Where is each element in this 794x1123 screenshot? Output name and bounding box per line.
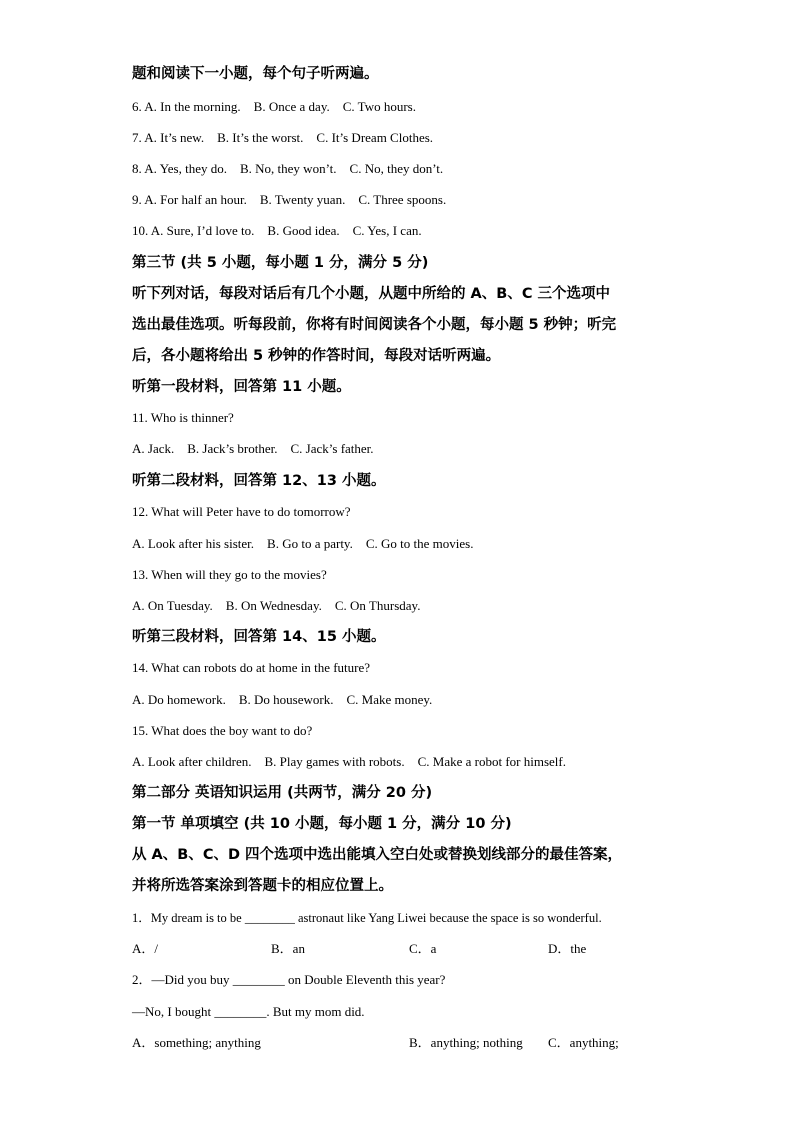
material-3-heading: 听第三段材料，回答第 14、15 小题。 xyxy=(132,629,386,645)
question-14-options: A. Do homework. B. Do housework. C. Make money. xyxy=(132,692,433,707)
section-instruction-tail: 题和阅读下一小题，每个句子听两遍。 xyxy=(132,66,379,82)
question-7: 7. A. It’s new. B. It’s the worst. C. It’s Dream Clothes. xyxy=(132,130,434,145)
question-13: 13. When will they go to the movies? xyxy=(132,567,327,582)
mcq-2-option-b: B．anything; nothing xyxy=(409,1035,523,1050)
material-1-heading: 听第一段材料，回答第 11 小题。 xyxy=(132,379,351,395)
question-12-options: A. Look after his sister. B. Go to a party. C. Go to the movies. xyxy=(132,536,474,551)
question-11-options: A. Jack. B. Jack’s brother. C. Jack’s father. xyxy=(132,441,374,456)
mcq-1-option-a: A．/ xyxy=(132,941,159,956)
section-3-instruction-line-3: 后，各小题将给出 5 秒钟的作答时间，每段对话听两遍。 xyxy=(132,348,501,364)
mcq-2: 2．—Did you buy ________ on Double Eleventh this year? xyxy=(132,972,446,987)
question-15: 15. What does the boy want to do? xyxy=(132,723,313,738)
part-2-instruction-line-1: 从 A、B、C、D 四个选项中选出能填入空白处或替换划线部分的最佳答案， xyxy=(132,847,623,863)
mcq-1-option-b: B．an xyxy=(271,941,305,956)
section-3-heading: 第三节 (共 5 小题，每小题 1 分，满分 5 分) xyxy=(132,255,429,271)
question-15-options: A. Look after children. B. Play games with robots. C. Make a robot for himself. xyxy=(132,754,566,769)
mcq-2-option-a: A．something; anything xyxy=(132,1035,261,1050)
question-11: 11. Who is thinner? xyxy=(132,410,234,425)
material-2-heading: 听第二段材料，回答第 12、13 小题。 xyxy=(132,473,386,489)
question-13-options: A. On Tuesday. B. On Wednesday. C. On Thursday. xyxy=(132,598,421,613)
mcq-2-option-c: C．anything; xyxy=(548,1035,619,1050)
section-3-instruction-line-1: 听下列对话，每段对话后有几个小题，从题中所给的 A、B、C 三个选项中 xyxy=(132,286,611,302)
mcq-2-response: —No, I bought ________. But my mom did. xyxy=(132,1004,365,1019)
question-6: 6. A. In the morning. B. Once a day. C. Two hours. xyxy=(132,99,416,114)
question-14: 14. What can robots do at home in the future? xyxy=(132,660,371,675)
mcq-1-option-c: C．a xyxy=(409,941,437,956)
section-3-instruction-line-2: 选出最佳选项。听每段前，你将有时间阅读各个小题，每小题 5 秒钟；听完 xyxy=(132,317,617,333)
mcq-1-option-d: D．the xyxy=(548,941,587,956)
question-12: 12. What will Peter have to do tomorrow? xyxy=(132,504,351,519)
mcq-1: 1．My dream is to be ________ astronaut like Yang Liwei because the space is so wonderful. xyxy=(132,911,602,925)
question-10: 10. A. Sure, I’d love to. B. Good idea. C. Yes, I can. xyxy=(132,223,422,238)
part-2-heading: 第二部分 英语知识运用 (共两节，满分 20 分) xyxy=(132,785,433,801)
part-2-section-1-heading: 第一节 单项填空 (共 10 小题，每小题 1 分，满分 10 分) xyxy=(132,816,512,832)
question-9: 9. A. For half an hour. B. Twenty yuan. C. Three spoons. xyxy=(132,192,447,207)
question-8: 8. A. Yes, they do. B. No, they won’t. C. No, they don’t. xyxy=(132,161,444,176)
part-2-instruction-line-2: 并将所选答案涂到答题卡的相应位置上。 xyxy=(132,878,393,894)
